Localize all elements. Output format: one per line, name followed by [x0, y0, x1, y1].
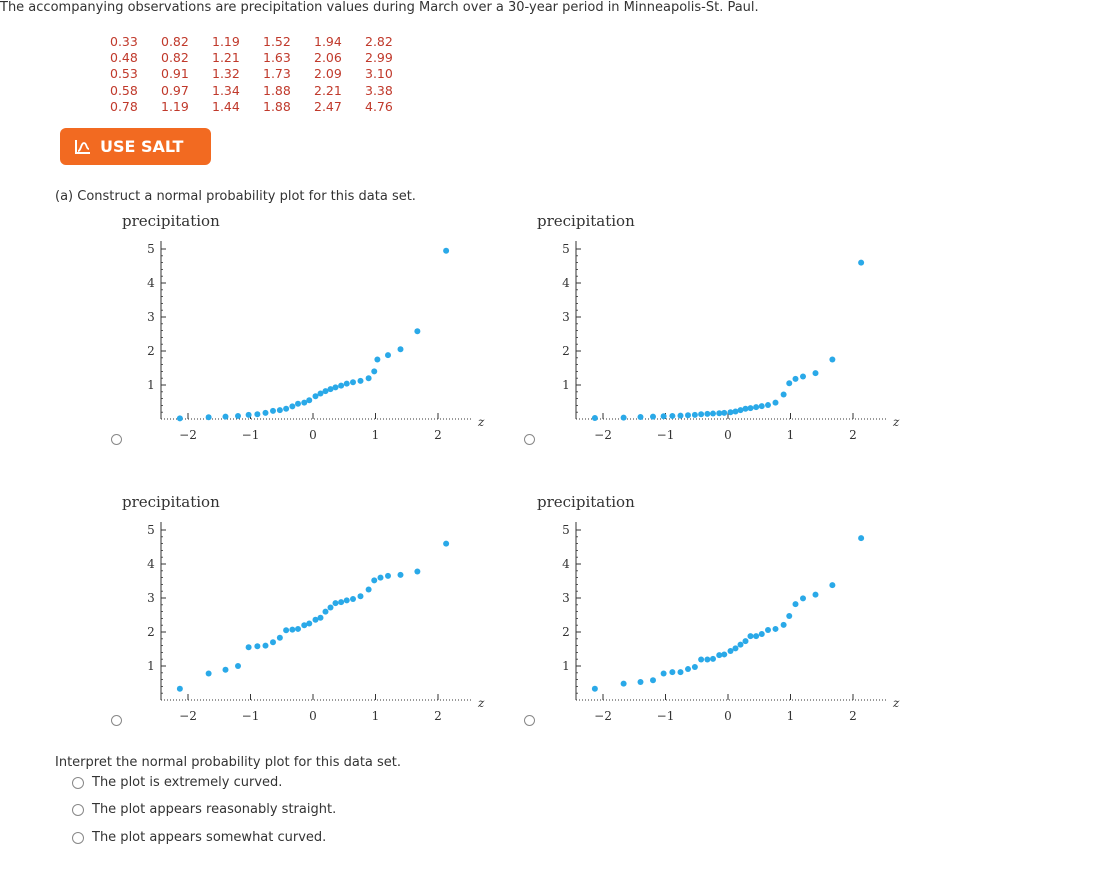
data-point: [277, 407, 283, 413]
y-tick-label: 3: [562, 310, 570, 324]
data-point: [800, 374, 806, 380]
data-point: [685, 666, 691, 672]
data-point: [223, 414, 229, 420]
x-tick-label: 0: [724, 709, 732, 723]
interpret-question: Interpret the normal probability plot for this data set.: [55, 755, 402, 770]
data-point: [235, 663, 241, 669]
data-point: [621, 681, 627, 687]
data-point: [177, 415, 183, 421]
data-point: [358, 378, 364, 384]
data-point: [748, 633, 754, 639]
data-point: [692, 664, 698, 670]
data-point: [692, 412, 698, 418]
data-point: [177, 686, 183, 692]
plot-radio-1[interactable]: [111, 434, 122, 445]
plot-title: precipitation: [122, 493, 220, 511]
plot-radio-3[interactable]: [111, 715, 122, 726]
data-value: 0.82: [161, 50, 189, 66]
data-value: 1.73: [263, 66, 291, 82]
y-tick-label: 3: [562, 591, 570, 605]
y-tick-label: 2: [562, 625, 570, 639]
plot-option-2: [525, 207, 905, 457]
data-point: [858, 260, 864, 266]
z-axis-label: z: [893, 696, 900, 710]
z-axis-label: z: [478, 696, 485, 710]
data-point: [333, 384, 339, 390]
data-value: 2.09: [314, 66, 342, 82]
data-point: [698, 411, 704, 417]
data-point: [773, 626, 779, 632]
plot-title: precipitation: [537, 493, 635, 511]
y-tick-label: 5: [147, 242, 155, 256]
data-point: [685, 412, 691, 418]
y-tick-label: 5: [147, 523, 155, 537]
y-tick-label: 3: [147, 310, 155, 324]
x-tick-label: 1: [371, 428, 380, 442]
x-tick-label: 2: [434, 428, 442, 442]
data-value: 1.19: [212, 34, 240, 49]
data-value: 1.44: [212, 98, 240, 114]
data-point: [385, 573, 391, 579]
data-value: 2.47: [314, 98, 342, 114]
data-point: [753, 633, 759, 639]
data-row: [110, 50, 416, 66]
data-value: 1.21: [212, 50, 240, 66]
data-point: [678, 413, 684, 419]
data-value: 0.48: [110, 50, 138, 66]
data-value: 2.99: [365, 50, 393, 66]
salt-chart-icon: [74, 139, 92, 155]
data-point: [829, 582, 835, 588]
plot-option-3: [110, 488, 490, 738]
data-point: [793, 376, 799, 382]
y-tick-label: 5: [562, 242, 570, 256]
data-point: [733, 645, 739, 651]
y-tick-label: 5: [562, 523, 570, 537]
y-tick-label: 1: [147, 378, 155, 392]
data-point: [344, 381, 350, 387]
x-tick-label: 2: [849, 709, 857, 723]
question-intro: The accompanying observations are precipitation values during March over a 30-year period in Minneapolis-St. Paul.: [0, 0, 759, 15]
data-point: [443, 541, 449, 547]
data-point: [793, 601, 799, 607]
data-point: [414, 568, 420, 574]
z-axis-label: z: [478, 415, 485, 429]
data-point: [306, 397, 312, 403]
data-point: [235, 413, 241, 419]
plot-radio-2[interactable]: [524, 434, 535, 445]
data-point: [385, 352, 391, 358]
data-point: [398, 572, 404, 578]
data-point: [289, 403, 295, 409]
data-point: [704, 657, 710, 663]
data-value: 1.88: [263, 98, 291, 114]
x-tick-label: −2: [594, 428, 612, 442]
data-point: [753, 404, 759, 410]
data-point: [813, 370, 819, 376]
y-tick-label: 1: [147, 659, 155, 673]
data-point: [289, 627, 295, 633]
data-point: [786, 613, 792, 619]
data-point: [669, 669, 675, 675]
data-point: [398, 346, 404, 352]
y-tick-label: 4: [147, 276, 155, 290]
part-a-prompt: (a) Construct a normal probability plot for this data set.: [55, 189, 416, 204]
y-tick-label: 1: [562, 378, 570, 392]
data-row: [110, 99, 416, 115]
data-point: [829, 357, 835, 363]
data-point: [721, 410, 727, 416]
data-value: 1.63: [263, 50, 291, 66]
data-point: [338, 383, 344, 389]
option-reasonably-straight[interactable]: [72, 802, 336, 817]
data-point: [748, 405, 754, 411]
data-point: [277, 635, 283, 641]
use-salt-button[interactable]: [60, 128, 211, 165]
data-value: 2.82: [365, 34, 393, 49]
data-point: [270, 639, 276, 645]
data-value: 0.97: [161, 82, 189, 98]
radio-reasonably-straight[interactable]: [72, 804, 84, 816]
data-point: [592, 415, 598, 421]
y-tick-label: 3: [147, 591, 155, 605]
data-point: [698, 657, 704, 663]
data-value: 0.82: [161, 34, 189, 49]
data-point: [710, 411, 716, 417]
data-point: [246, 412, 252, 418]
data-row: [110, 83, 416, 99]
data-value: 1.94: [314, 34, 342, 49]
option-extremely-curved[interactable]: [72, 775, 282, 790]
data-value: 1.19: [161, 98, 189, 114]
data-value: 0.91: [161, 66, 189, 82]
data-point: [378, 575, 384, 581]
plot-option-4: [525, 488, 905, 738]
data-point: [246, 644, 252, 650]
data-value: 3.38: [365, 82, 393, 98]
data-value: 0.58: [110, 82, 138, 98]
radio-somewhat-curved[interactable]: [72, 832, 84, 844]
data-value: 1.32: [212, 66, 240, 82]
data-value: 1.52: [263, 34, 291, 49]
data-point: [206, 670, 212, 676]
data-point: [592, 686, 598, 692]
x-tick-label: −2: [179, 428, 197, 442]
data-point: [765, 402, 771, 408]
x-tick-label: 2: [434, 709, 442, 723]
data-point: [318, 615, 324, 621]
data-value: 1.34: [212, 82, 240, 98]
data-point: [254, 643, 260, 649]
y-tick-label: 2: [147, 625, 155, 639]
data-point: [414, 328, 420, 334]
option-label: The plot appears somewhat curved.: [92, 830, 327, 845]
data-point: [263, 410, 269, 416]
data-point: [350, 379, 356, 385]
y-tick-label: 4: [562, 557, 570, 571]
x-tick-label: −2: [179, 709, 197, 723]
data-point: [323, 609, 329, 615]
plot-option-1: [110, 207, 490, 457]
data-point: [371, 368, 377, 374]
x-tick-label: 0: [724, 428, 732, 442]
data-point: [743, 638, 749, 644]
option-label: The plot is extremely curved.: [92, 775, 283, 790]
data-point: [721, 651, 727, 657]
x-tick-label: 1: [786, 428, 795, 442]
data-value: 4.76: [365, 98, 393, 114]
data-value: 3.10: [365, 66, 393, 82]
x-tick-label: −1: [656, 709, 675, 723]
data-table: [110, 34, 416, 115]
data-point: [710, 656, 716, 662]
data-point: [621, 415, 627, 421]
y-tick-label: 2: [562, 344, 570, 358]
data-point: [333, 600, 339, 606]
data-point: [765, 627, 771, 633]
data-point: [858, 535, 864, 541]
data-point: [344, 597, 350, 603]
data-point: [270, 408, 276, 414]
data-value: 2.06: [314, 50, 342, 66]
plot-radio-4[interactable]: [524, 715, 535, 726]
use-salt-label: USE SALT: [100, 137, 184, 156]
data-point: [781, 392, 787, 398]
data-point: [738, 642, 744, 648]
data-point: [661, 413, 667, 419]
data-point: [371, 577, 377, 583]
data-point: [295, 401, 301, 407]
data-point: [223, 667, 229, 673]
data-row: [110, 66, 416, 82]
data-point: [800, 595, 806, 601]
radio-extremely-curved[interactable]: [72, 777, 84, 789]
option-label: The plot appears reasonably straight.: [92, 802, 337, 817]
data-point: [759, 631, 765, 637]
plot-title: precipitation: [537, 212, 635, 230]
data-point: [638, 679, 644, 685]
data-point: [773, 400, 779, 406]
data-point: [283, 406, 289, 412]
data-point: [704, 411, 710, 417]
data-point: [669, 413, 675, 419]
data-point: [254, 411, 260, 417]
data-point: [358, 593, 364, 599]
data-value: 0.53: [110, 66, 138, 82]
x-tick-label: −1: [241, 709, 260, 723]
data-point: [374, 357, 380, 363]
x-tick-label: 0: [309, 428, 317, 442]
data-point: [650, 677, 656, 683]
x-tick-label: 1: [371, 709, 380, 723]
y-tick-label: 4: [562, 276, 570, 290]
data-point: [283, 627, 289, 633]
data-point: [350, 596, 356, 602]
data-value: 0.78: [110, 98, 138, 114]
data-point: [366, 587, 372, 593]
data-point: [338, 599, 344, 605]
data-point: [263, 643, 269, 649]
data-point: [786, 380, 792, 386]
option-somewhat-curved[interactable]: [72, 830, 326, 845]
x-tick-label: −2: [594, 709, 612, 723]
data-point: [328, 605, 334, 611]
data-point: [366, 375, 372, 381]
data-value: 1.88: [263, 82, 291, 98]
data-point: [759, 403, 765, 409]
data-point: [813, 592, 819, 598]
data-value: 2.21: [314, 82, 342, 98]
plot-title: precipitation: [122, 212, 220, 230]
data-point: [781, 622, 787, 628]
data-point: [295, 626, 301, 632]
y-tick-label: 2: [147, 344, 155, 358]
x-tick-label: 0: [309, 709, 317, 723]
data-row: [110, 34, 416, 50]
data-point: [638, 414, 644, 420]
data-point: [443, 248, 449, 254]
data-value: 0.33: [110, 34, 138, 49]
x-tick-label: −1: [241, 428, 260, 442]
x-tick-label: −1: [656, 428, 675, 442]
data-point: [661, 670, 667, 676]
y-tick-label: 1: [562, 659, 570, 673]
data-point: [306, 621, 312, 627]
x-tick-label: 2: [849, 428, 857, 442]
data-point: [206, 414, 212, 420]
x-tick-label: 1: [786, 709, 795, 723]
y-tick-label: 4: [147, 557, 155, 571]
data-point: [650, 414, 656, 420]
data-point: [678, 669, 684, 675]
z-axis-label: z: [893, 415, 900, 429]
